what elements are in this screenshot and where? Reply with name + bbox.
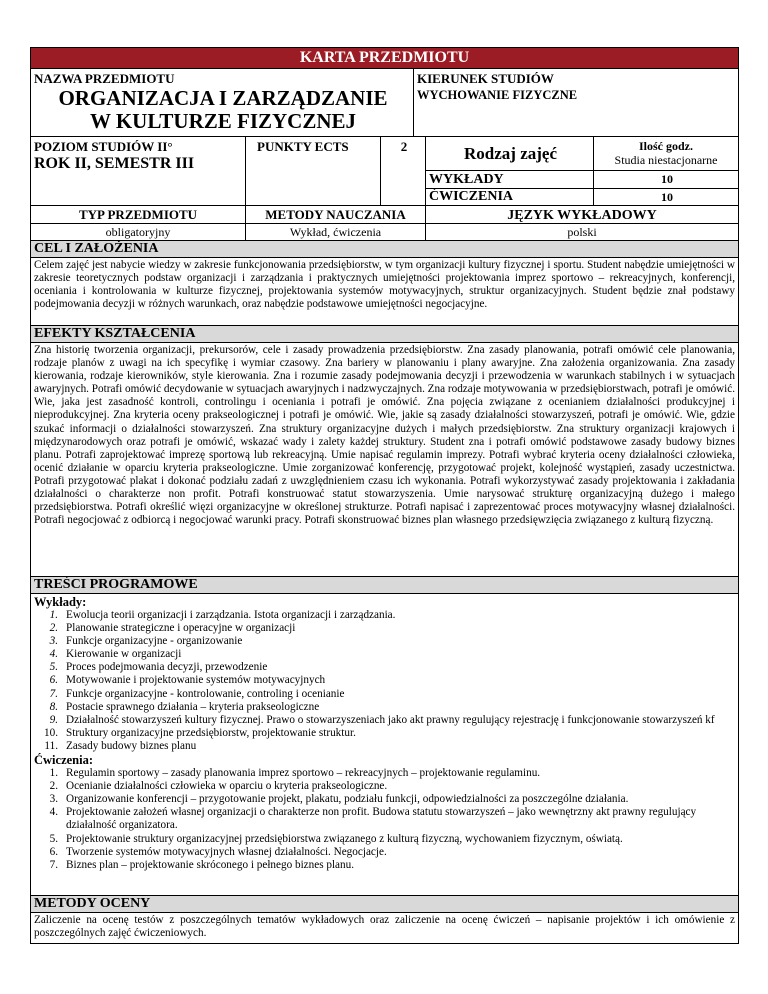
- lectures-list: [34, 609, 735, 753]
- type-value: obligatoryjny: [105, 225, 171, 239]
- list-item: 8. Postacie sprawnego działania – kryteria prakseologiczne: [49, 700, 320, 713]
- list-item: 6. Tworzenie systemów motywacyjnych własnej działalności. Negocjacje.: [49, 845, 387, 858]
- contents-body: [30, 593, 739, 896]
- list-item: 4. Projektowanie założeń własnej organizacji o charakterze non profit. Budowa statutu stowarzyszeń – jako wewnętrzny akt prawny regulujący działalność organizatora.: [49, 806, 697, 832]
- methods-value: Wykład, ćwiczenia: [289, 225, 382, 239]
- list-item: 4. Kierowanie w organizacji: [49, 648, 182, 661]
- exercises-label: Ćwiczenia:: [34, 753, 94, 768]
- assessment-title: METODY OCENY: [30, 895, 739, 913]
- type-value-cell: [30, 223, 246, 241]
- course-name-label: NAZWA PRZEDMIOTU: [34, 71, 175, 86]
- list-item: 3. Funkcje organizacyjne - organizowanie: [49, 635, 243, 648]
- goals-text: Celem zajęć jest nabycie wiedzy w zakresie funkcjonowania przedsiębiorstw, w tym organizacji kultury fizycznej i sportu. Student nabędzie umiejętności w zakresie teoretycznych podstaw organizacji i zarządzania i praktycznych umiejętności projektowania imprez sportowo – rekreacyjnych, konferencji, oceniania i kontrolowania w kulturze fizycznej, projektowania systemów motywacyjnych, struktur organizacyjnych. Student będzie znał podstawy podejmowania decyzji w różnych warunkach, oraz nabędzie podstawowe umiejętności negocjacyjne.: [30, 257, 739, 326]
- ects-value: 2: [400, 139, 408, 154]
- direction-value: WYCHOWANIE FIZYCZNE: [417, 88, 578, 102]
- class-hours-exercises: [593, 188, 739, 206]
- hours-mode: Studia niestacjonarne: [614, 153, 718, 167]
- level-label: POZIOM STUDIÓW II°: [34, 139, 173, 154]
- assessment-text: Zaliczenie na ocenę testów z poszczególnych tematów wykładowych oraz zaliczenie na ocenę ćwiczeń – napisanie projektów i ich omówienie z poszczególnych zajęć ćwiczeniowych.: [30, 912, 739, 944]
- lectures-label: Wykłady:: [34, 595, 87, 609]
- course-name-line2: W KULTURZE FIZYCZNEJ: [89, 109, 357, 133]
- hours-label: Ilość godz.: [639, 139, 693, 153]
- type-label-cell: [30, 205, 246, 224]
- outcomes-title: EFEKTY KSZTAŁCENIA: [30, 325, 739, 343]
- list-item: 9. Działalność stowarzyszeń kultury fizycznej. Prawo o stowarzyszeniach jako akt prawny regulujący rejestrację i funkcjonowanie stowarzyszeń kf: [49, 713, 715, 726]
- class-hours: 10: [661, 172, 673, 186]
- exercises-list: [34, 767, 735, 872]
- methods-label-cell: [245, 205, 426, 224]
- language-value: polski: [567, 225, 597, 239]
- class-name: ĆWICZENIA: [429, 189, 514, 204]
- language-label-cell: [425, 205, 739, 224]
- class-hours-lectures: [593, 170, 739, 189]
- class-hours: 10: [661, 190, 673, 204]
- list-item: 2. Ocenianie działalności człowieka w oparciu o kryteria prakseologiczne.: [49, 780, 388, 793]
- language-label: JĘZYK WYKŁADOWY: [507, 208, 657, 223]
- course-name-cell: [30, 68, 414, 137]
- level-cell: [30, 136, 246, 206]
- list-item: 1. Regulamin sportowy – zasady planowania imprez sportowo – rekreacyjnych – projektowanie regulaminu.: [49, 767, 541, 780]
- list-item: 1. Ewolucja teorii organizacji i zarządzania. Istota organizacji i zarządzania.: [49, 609, 396, 621]
- goals-title: CEL I ZAŁOŻENIA: [30, 240, 739, 258]
- list-item: 2. Planowanie strategiczne i operacyjne w organizacji: [49, 622, 296, 635]
- class-name: WYKŁADY: [429, 172, 504, 187]
- class-type-cell: [425, 136, 594, 171]
- list-item: 3. Organizowanie konferencji – przygotowanie projekt, plakatu, podziału funkcji, odpowiedzialności za poszczególne działania.: [49, 793, 629, 806]
- methods-value-cell: [245, 223, 426, 241]
- direction-label: KIERUNEK STUDIÓW: [417, 71, 554, 86]
- list-item: 11. Zasady budowy biznes planu: [44, 739, 197, 752]
- methods-label: METODY NAUCZANIA: [265, 207, 406, 222]
- hours-header-cell: [593, 136, 739, 171]
- class-row-lectures: [425, 170, 594, 189]
- list-item: 7. Funkcje organizacyjne - kontrolowanie, controling i ocenianie: [49, 687, 345, 700]
- type-label: TYP PRZEDMIOTU: [78, 207, 198, 222]
- year-semester: ROK II, SEMESTR III: [34, 155, 195, 172]
- list-item: 10. Struktury organizacyjne przedsiębiorstw, projektowanie struktur.: [44, 726, 356, 739]
- list-item: 5. Projektowanie struktury organizacyjnej przedsiębiorstwa związanego z kulturą fizyczną, wychowaniem fizycznym, oświatą.: [49, 832, 623, 845]
- class-row-exercises: [425, 188, 594, 206]
- card-title: KARTA PRZEDMIOTU: [30, 47, 739, 69]
- class-type-label: Rodzaj zajęć: [464, 144, 557, 163]
- list-item: 6. Motywowanie i projektowanie systemów motywacyjnych: [49, 674, 326, 687]
- language-value-cell: [425, 223, 739, 241]
- outcomes-text: Zna historię tworzenia organizacji, prekursorów, cele i zasady prowadzenia przedsiębiorstw. Zna zasady planowania, potrafi omówić cele planowania, rodzaje planów z uwagi na ich specyfikę i wymiar czasowy. Zna bariery w planowaniu i plany awaryjne. Zna założenia organizowania. Zna zasady kierowania, rodzaje kierowników, style kierowania. Zna i rozumie zasady podejmowania decyzji i przewodzenia w warunkach stabilnych i w sytuacjach awaryjnych. Potrafi omówić decydowanie w sytuacjach awaryjnych i nadzwyczajnych. Zna rodzaje motywowania w przedsiębiorstwach, potrafi je omówić. Wie, jaka jest zasadność kontroli, controlingu i oceniania i potrafi je omówić. Zna pojęcia związane z ocenianiem działalności produkcyjnej i nieprodukcyjnej. Zna kryteria oceny prakseologicznej i potrafi je omówić. Wie, jakie są zasady działalności stowarzyszeń, potrafi je omówić. Wie, gdzie szukać informacji o działalności stowarzyszeń. Zna struktury organizacyjne dużych i małych przedsiębiorstw. Zna struktury organizacji krajowych i międzynarodowych oraz potrafi je omówić, wskazać wady i zalety każdej struktury. Student zna i potrafi omówić podstawowe zasady budowy biznes planu. Potrafi zaprojektować imprezę sportową lub rekreacyjną. Umie napisać regulamin imprezy. Potrafi wybrać kryteria oceny działalności człowieka, ocenić działanie w oparciu kryteria prakseologiczne. Umie zorganizować konferencję, przygotować projekt, kolejność wystąpień, zasady uczestnictwa. Potrafi przygotować plakat i dokonać podziału zadań z uwzględnieniem czasu ich wykonania. Potrafi wykorzystywać zasady projektowania i zakładania działalności o charakterze non profit. Potrafi konstruować statut stowarzyszenia. Umie narysować strukturę organizacyjną dużego i małego przedsiębiorstwa. Potrafi określić więzi organizacyjne w określonej strukturze. Potrafi napisać i zaprezentować proces motywacyjny własnej działalności. Potrafi negocjować z odbiorcą i negocjować warunki pracy. Potrafi skonstruować biznes plan własnego przedsięwzięcia związanego z kulturą fizyczną.: [30, 342, 739, 577]
- ects-value-cell: [380, 136, 426, 206]
- list-item: 5. Proces podejmowania decyzji, przewodzenie: [49, 661, 268, 674]
- direction-cell: [413, 68, 739, 137]
- course-name: [31, 87, 415, 133]
- ects-label: PUNKTY ECTS: [257, 139, 349, 154]
- ects-label-cell: [245, 136, 381, 206]
- list-item: 7. Biznes plan – projektowanie skróconego i pełnego biznes planu.: [49, 858, 355, 871]
- contents-title: TREŚCI PROGRAMOWE: [30, 576, 739, 594]
- course-name-line1: ORGANIZACJA I ZARZĄDZANIE: [58, 86, 388, 110]
